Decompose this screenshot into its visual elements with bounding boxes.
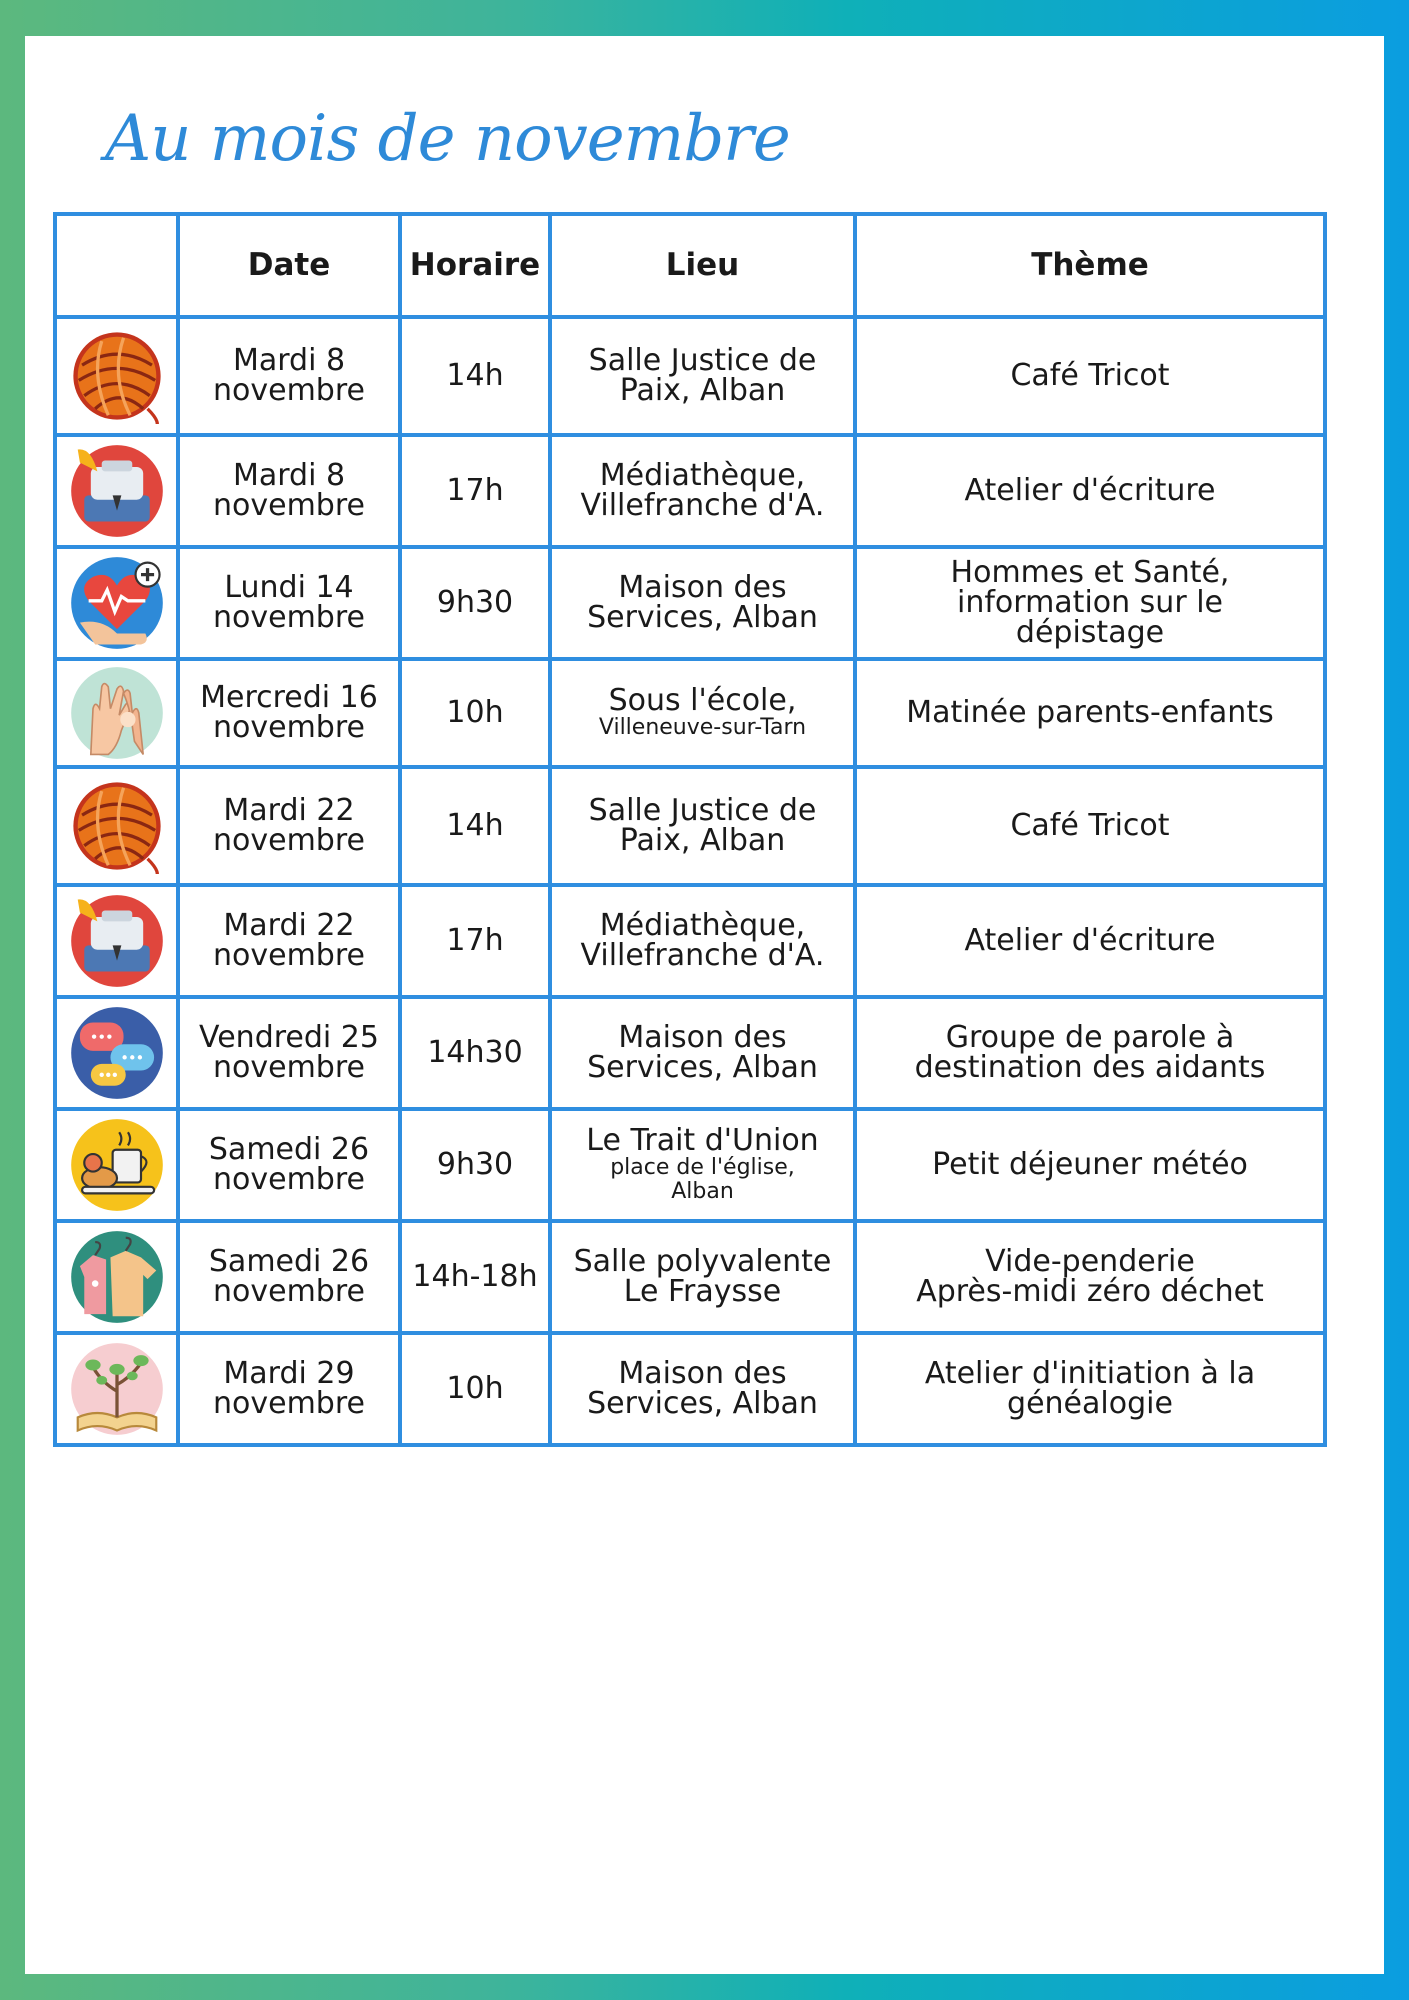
text-line: novembre	[213, 1050, 365, 1085]
lieu-cell	[550, 1109, 855, 1221]
horaire-cell: 10h	[400, 1333, 550, 1445]
date-cell	[178, 435, 400, 547]
text-line: Atelier d'initiation à la	[924, 1356, 1256, 1391]
yarn-ball-icon	[69, 778, 165, 874]
icon-cell	[55, 435, 178, 547]
table-row	[55, 767, 1325, 885]
ink-pen-icon	[69, 443, 165, 539]
icon-cell	[55, 547, 178, 659]
text-line: novembre	[213, 823, 365, 858]
table-row	[55, 997, 1325, 1109]
text-line: Villefranche d'A.	[580, 488, 825, 523]
text-line: information sur le	[957, 585, 1223, 620]
text-line: Maison des	[618, 1020, 787, 1055]
horaire-cell: 9h30	[400, 1109, 550, 1221]
theme-cell	[855, 1109, 1325, 1221]
theme-cell	[855, 1333, 1325, 1445]
horaire-cell: 9h30	[400, 547, 550, 659]
page	[25, 36, 1384, 1974]
text-line: dépistage	[1015, 615, 1165, 650]
text-line: Atelier d'écriture	[964, 923, 1216, 958]
schedule-table	[53, 212, 1327, 1447]
ink-pen-icon	[69, 893, 165, 989]
text-line: novembre	[213, 1162, 365, 1197]
date-cell	[178, 1221, 400, 1333]
family-tree-book-icon	[69, 1341, 165, 1437]
date-cell	[178, 767, 400, 885]
header-date: Date	[178, 214, 400, 317]
text-line: Le Fraysse	[623, 1274, 782, 1309]
table-row	[55, 547, 1325, 659]
lieu-cell	[550, 1333, 855, 1445]
icon-cell	[55, 659, 178, 767]
table-row	[55, 1333, 1325, 1445]
theme-cell	[855, 1221, 1325, 1333]
text-line: Mardi 29	[223, 1356, 355, 1391]
text-line: Médiathèque,	[599, 908, 806, 943]
text-line: novembre	[213, 710, 365, 745]
theme-cell	[855, 547, 1325, 659]
text-line: Vide-penderie	[985, 1244, 1195, 1279]
text-line: Le Trait d'Union	[586, 1122, 819, 1158]
date-cell	[178, 547, 400, 659]
text-line: Mardi 22	[223, 908, 355, 943]
theme-cell	[855, 767, 1325, 885]
date-cell	[178, 1333, 400, 1445]
lieu-cell	[550, 1221, 855, 1333]
text-line: destination des aidants	[914, 1050, 1266, 1085]
lieu-cell	[550, 547, 855, 659]
lieu-cell	[550, 767, 855, 885]
small-line: place de l'église,	[610, 1154, 795, 1180]
horaire-cell: 17h	[400, 885, 550, 997]
text-line: novembre	[213, 488, 365, 523]
text-line: Mardi 22	[223, 793, 355, 828]
text-line: Médiathèque,	[599, 458, 806, 493]
icon-cell	[55, 997, 178, 1109]
small-line: Alban	[671, 1179, 734, 1204]
text-line: Samedi 26	[208, 1132, 370, 1167]
breakfast-icon	[69, 1117, 165, 1213]
text-line: Sous l'école,	[608, 682, 797, 718]
table-row	[55, 659, 1325, 767]
clothes-hanger-icon	[69, 1229, 165, 1325]
lieu-cell	[550, 435, 855, 547]
yarn-ball-icon	[69, 328, 165, 424]
text-line: Petit déjeuner météo	[932, 1147, 1248, 1182]
text-line: Salle Justice de	[588, 793, 817, 828]
horaire-cell: 14h-18h	[400, 1221, 550, 1333]
text-line: Services, Alban	[587, 600, 818, 635]
date-cell	[178, 659, 400, 767]
text-line: novembre	[213, 600, 365, 635]
text-line: Maison des	[618, 1356, 787, 1391]
text-line: Lundi 14	[224, 570, 354, 605]
horaire-cell: 17h	[400, 435, 550, 547]
lieu-cell	[550, 659, 855, 767]
text-line: novembre	[213, 938, 365, 973]
text-line: Café Tricot	[1010, 358, 1170, 393]
hands-icon	[69, 665, 165, 761]
text-line: novembre	[213, 373, 365, 408]
text-line: Café Tricot	[1010, 808, 1170, 843]
speech-bubbles-icon	[69, 1005, 165, 1101]
icon-cell	[55, 1333, 178, 1445]
table-row	[55, 1109, 1325, 1221]
date-cell	[178, 885, 400, 997]
icon-cell	[55, 1109, 178, 1221]
theme-cell	[855, 435, 1325, 547]
table-row	[55, 435, 1325, 547]
text-line: Mardi 8	[232, 343, 346, 378]
text-line: Mercredi 16	[200, 680, 378, 715]
icon-cell	[55, 317, 178, 435]
text-line: Après-midi zéro déchet	[916, 1274, 1264, 1309]
icon-cell	[55, 1221, 178, 1333]
theme-cell	[855, 317, 1325, 435]
lieu-cell	[550, 997, 855, 1109]
text-line: Villefranche d'A.	[580, 938, 825, 973]
text-line: généalogie	[1007, 1386, 1173, 1421]
text-line: Matinée parents-enfants	[906, 695, 1274, 730]
theme-cell	[855, 659, 1325, 767]
text-line: Services, Alban	[587, 1050, 818, 1085]
header-row	[55, 214, 1325, 317]
text-line: Services, Alban	[587, 1386, 818, 1421]
theme-cell	[855, 997, 1325, 1109]
text-line: Vendredi 25	[199, 1020, 379, 1055]
text-line: Samedi 26	[208, 1244, 370, 1279]
text-line: novembre	[213, 1274, 365, 1309]
text-line: Mardi 8	[232, 458, 346, 493]
icon-cell	[55, 885, 178, 997]
text-line: novembre	[213, 1386, 365, 1421]
header-lieu: Lieu	[550, 214, 855, 317]
date-cell	[178, 1109, 400, 1221]
text-line: Atelier d'écriture	[964, 473, 1216, 508]
text-line: Paix, Alban	[619, 823, 786, 858]
table-row	[55, 885, 1325, 997]
text-line: Maison des	[618, 570, 787, 605]
page-title: Au mois de novembre	[105, 102, 790, 176]
text-line: Hommes et Santé,	[950, 555, 1230, 590]
text-line: Paix, Alban	[619, 373, 786, 408]
header-icon	[55, 214, 178, 317]
horaire-cell: 14h	[400, 767, 550, 885]
lieu-cell	[550, 885, 855, 997]
icon-cell	[55, 767, 178, 885]
date-cell	[178, 317, 400, 435]
horaire-cell: 14h30	[400, 997, 550, 1109]
header-horaire: Horaire	[400, 214, 550, 317]
lieu-cell	[550, 317, 855, 435]
theme-cell	[855, 885, 1325, 997]
horaire-cell: 14h	[400, 317, 550, 435]
text-line: Groupe de parole à	[945, 1020, 1235, 1055]
date-cell	[178, 997, 400, 1109]
text-line: Salle Justice de	[588, 343, 817, 378]
table-row	[55, 317, 1325, 435]
small-line: Villeneuve-sur-Tarn	[598, 714, 807, 740]
table-row	[55, 1221, 1325, 1333]
header-theme: Thème	[855, 214, 1325, 317]
horaire-cell: 10h	[400, 659, 550, 767]
health-heart-icon	[69, 555, 165, 651]
text-line: Salle polyvalente	[573, 1244, 832, 1279]
